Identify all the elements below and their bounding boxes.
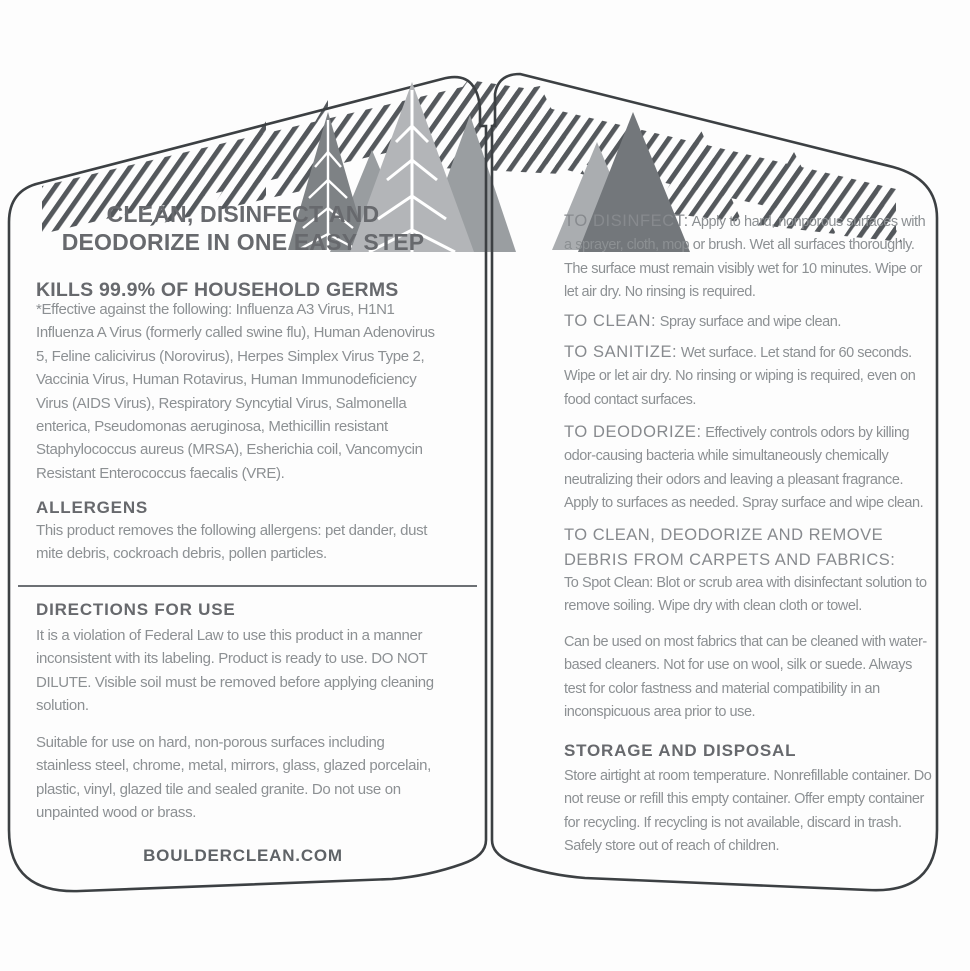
carpets-fabrics-heading: TO CLEAN, DEODORIZE AND REMOVE DEBRIS FROM CARPETS AND FABRICS: bbox=[564, 526, 896, 569]
allergens-heading: ALLERGENS bbox=[36, 498, 149, 517]
spot-clean-block bbox=[564, 572, 936, 619]
to-sanitize-block bbox=[564, 341, 936, 412]
directions-heading: DIRECTIONS FOR USE bbox=[36, 600, 236, 619]
to-deodorize-block bbox=[564, 421, 936, 516]
kills-heading: KILLS 99.9% OF HOUSEHOLD GERMS bbox=[36, 279, 399, 301]
to-clean-text: Spray surface and wipe clean. bbox=[656, 314, 841, 330]
to-disinfect-text: Apply to hard, nonporous surfaces with a sprayer, cloth, mop or brush. Wet all surfaces thoroughly. The surface must remain visibly wet for 10 minutes. Wipe or let air dry. No rinsing is required. bbox=[564, 214, 926, 301]
to-clean-lead: TO CLEAN: bbox=[564, 312, 657, 330]
directions-text: It is a violation of Federal Law to use this product in a manner inconsistent with its labeling. Product is ready to use. DO NOT DILUTE. Visible soil must be removed before applying cleaning solution. bbox=[36, 627, 434, 715]
website-url: BOULDERCLEAN.COM bbox=[143, 846, 343, 865]
allergens-text: This product removes the following allergens: pet dander, dust mite debris, cockroach debris, pollen particles. bbox=[36, 522, 428, 563]
to-deodorize-text: Effectively controls odors by killing odor-causing bacteria while simultaneously chemically neutralizing their odors and leaving a pleasant fragrance. Apply to surfaces as needed. Spray surface and wipe clean. bbox=[564, 425, 924, 512]
storage-heading: STORAGE AND DISPOSAL bbox=[564, 741, 797, 760]
to-sanitize-text: Wet surface. Let stand for 60 seconds. Wipe or let air dry. No rinsing or wiping is required, even on food contact surfaces. bbox=[564, 345, 916, 408]
to-clean-block bbox=[564, 310, 936, 334]
page-title bbox=[14, 200, 472, 256]
spot-clean-text: Blot or scrub area with disinfectant solution to remove soiling. Wipe dry with clean cloth or towel. bbox=[564, 575, 927, 615]
effective-against-text: *Effective against the following: Influenza A3 Virus, H1N1 Influenza A Virus (formerly called swine flu), Human Adenovirus 5, Feline calicivirus (Norovirus), Herpes Simplex Virus Type 2, Vaccinia Virus, Human Rotavirus, Human Immunodeficiency Virus (AIDS Virus), Respiratory Syncytial Virus, Salmonella enterica, Pseudomonas aeruginosa, Methicillin resistant Staphylococcus aureus (MRSA), Esherichia coil, Vancomycin Resistant Enterococcus faecalis (VRE). bbox=[36, 301, 435, 482]
storage-text: Store airtight at room temperature. Nonrefillable container. Do not reuse or refill this empty container. Offer empty container for recycling. If recycling is not available, discard in trash. Safely store out of reach of children. bbox=[564, 768, 932, 855]
to-disinfect-lead: TO DISINFECT: bbox=[564, 212, 689, 230]
spot-clean-lead: To Spot Clean: bbox=[564, 575, 653, 591]
suitable-surfaces-text: Suitable for use on hard, non-porous surfaces including stainless steel, chrome, metal, mirrors, glass, glazed porcelain, plastic, vinyl, glazed tile and sealed granite. Do not use on unpainted wood or brass. bbox=[36, 734, 431, 822]
to-sanitize-lead: TO SANITIZE: bbox=[564, 343, 678, 361]
section-divider bbox=[18, 585, 477, 587]
to-deodorize-lead: TO DEODORIZE: bbox=[564, 423, 702, 441]
title-line-2: DEODORIZE IN ONE EASY STEP bbox=[61, 229, 425, 255]
fabrics-usage-text: Can be used on most fabrics that can be cleaned with water-based cleaners. Not for use on wool, silk or suede. Always test for color fastness and material compatibility in an inconspicuous area prior to use. bbox=[564, 634, 927, 721]
to-disinfect-block bbox=[564, 210, 936, 305]
title-line-1: CLEAN, DISINFECT AND bbox=[106, 201, 380, 227]
